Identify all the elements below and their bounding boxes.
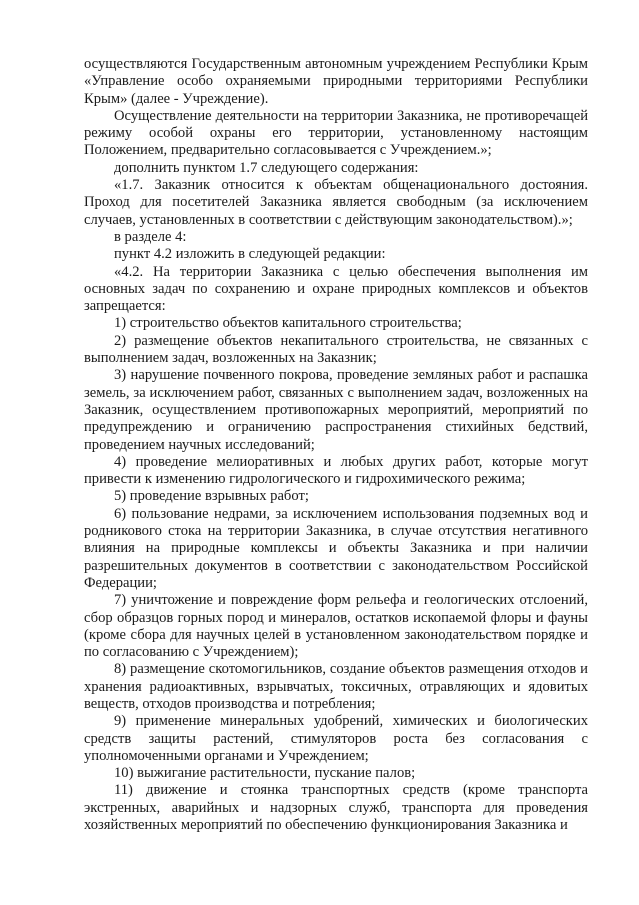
list-item-2: 2) размещение объектов некапитального строительства, не связанных с выполнением задач, возложенных на Заказник; bbox=[84, 332, 588, 367]
paragraph-1-7: «1.7. Заказник относится к объектам общенационального достояния. Проход для посетителей Заказника является свободным (за исключением случаев, установленных в соответствии с действующим законодательством).»; bbox=[84, 177, 588, 228]
paragraph-4-2-intro: пункт 4.2 изложить в следующей редакции: bbox=[114, 246, 386, 263]
paragraph-intro: осуществляются Государственным автономным учреждением Республики Крым «Управление особо охраняемыми природными территориями Республики Крым» (далее - Учреждение). bbox=[84, 56, 588, 107]
paragraph-add-1-7: дополнить пунктом 1.7 следующего содержания: bbox=[114, 159, 419, 176]
list-item-10: 10) выжигание растительности, пускание палов; bbox=[114, 765, 416, 782]
list-item-5: 5) проведение взрывных работ; bbox=[114, 488, 309, 505]
list-item-8: 8) размещение скотомогильников, создание объектов размещения отходов и хранения радиоактивных, взрывчатых, токсичных, отравляющих и ядовитых веществ, отходов производства и потребления; bbox=[84, 661, 588, 712]
list-item-7: 7) уничтожение и повреждение форм рельефа и геологических отслоений, сбор образцов горных пород и минералов, остатков ископаемой флоры и фауны (кроме сбора для научных целей в установленном законодательством порядке и по согласованию с Учреждением); bbox=[84, 592, 588, 661]
list-item-6: 6) пользование недрами, за исключением использования подземных вод и родникового стока на территории Заказника, в случае отсутствия негативного влияния на природные комплексы и объекты Заказника и при наличии разрешительных документов в соответствии с законодательством Российской Федерации; bbox=[84, 505, 588, 591]
list-item-11: 11) движение и стоянка транспортных средств (кроме транспорта экстренных, аварийных и надзорных служб, транспорта для проведения хозяйственных мероприятий по обеспечению функционирования Заказника и bbox=[84, 782, 588, 834]
paragraph-4-2: «4.2. На территории Заказника с целью обеспечения выполнения им основных задач по сохранению и охране природных комплексов и объектов запрещается: bbox=[84, 263, 588, 315]
document-page bbox=[84, 56, 588, 834]
paragraph-coordination: Осуществление деятельности на территории Заказника, не противоречащей режиму особой охраны его территории, установленному настоящим Положением, предварительно согласовывается с Учреждением.»; bbox=[84, 107, 588, 159]
list-item-3: 3) нарушение почвенного покрова, проведение земляных работ и распашка земель, за исключением работ, связанных с выполнением задач, возложенных на Заказник, осуществлением противопожарных мероприятий, мероприятий по предупреждению и ограничению распространения стихийных бедствий, проведением научных исследований; bbox=[84, 367, 588, 453]
list-item-9: 9) применение минеральных удобрений, химических и биологических средств защиты растений, стимуляторов роста без согласования с уполномоченными органами и Учреждением; bbox=[84, 713, 588, 764]
list-item-4: 4) проведение мелиоративных и любых других работ, которые могут привести к изменению гидрологического и гидрохимического режима; bbox=[84, 453, 588, 488]
paragraph-section-4: в разделе 4: bbox=[114, 228, 187, 245]
list-item-1: 1) строительство объектов капитального строительства; bbox=[114, 315, 462, 332]
